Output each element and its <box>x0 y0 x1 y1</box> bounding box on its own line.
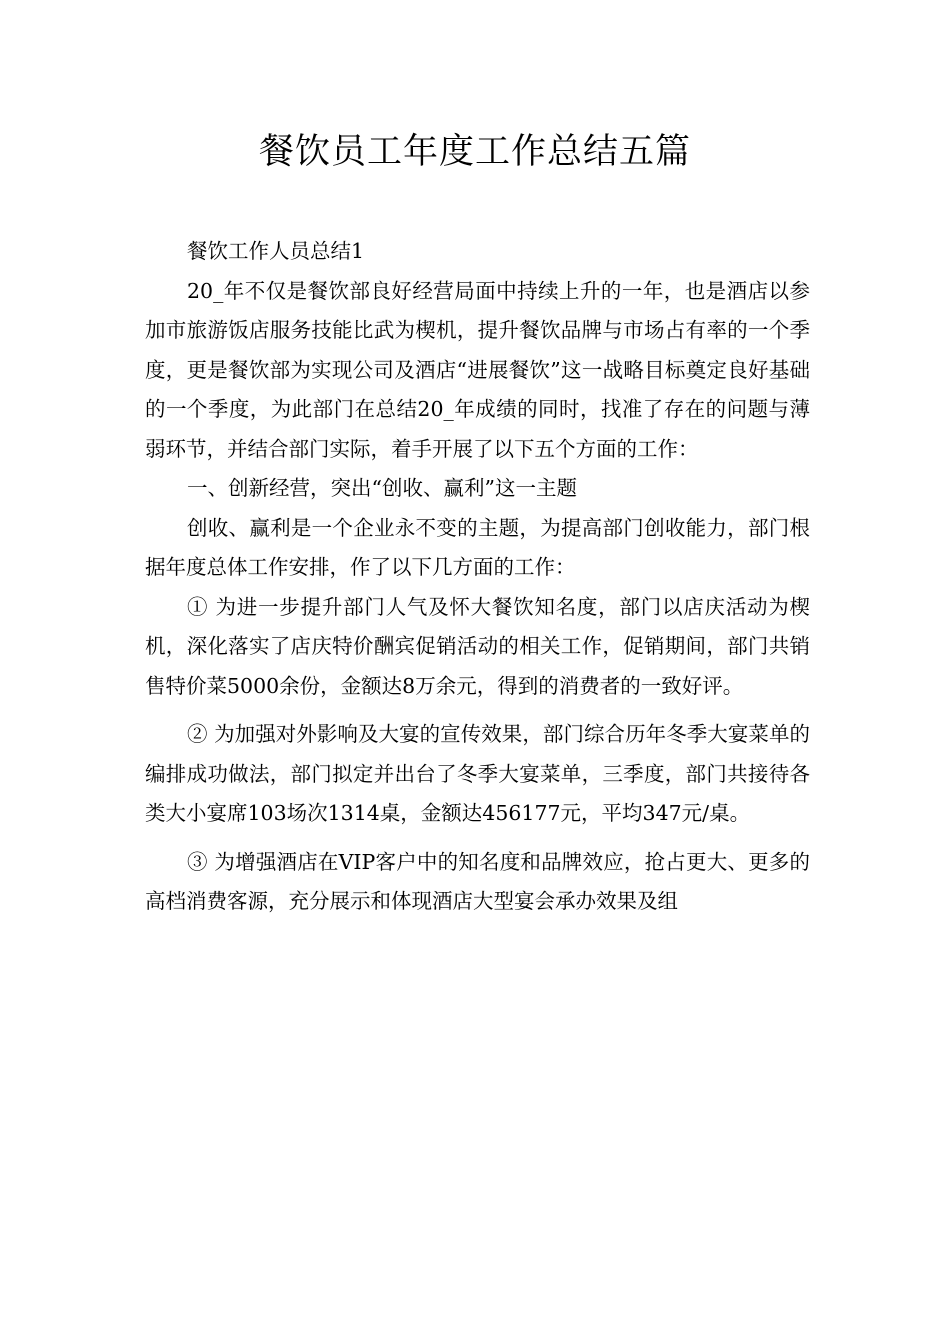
paragraph-item-1: ① 为进一步提升部门人气及怀大餐饮知名度，部门以店庆活动为楔机，深化落实了店庆特价酬宾促销活动的相关工作，促销期间，部门共销售特价菜5000余份，金额达8万余元，得到的消费者的一致好评。 <box>145 594 810 698</box>
document-title: 餐饮员工年度工作总结五篇 <box>258 132 691 172</box>
paragraph-item-3: ③ 为增强酒店在VIP客户中的知名度和品牌效应，抢占更大、更多的高档消费客源，充分展示和体现酒店大型宴会承办效果及组 <box>145 849 810 913</box>
paragraph-revenue: 创收、赢利是一个企业永不变的主题，为提高部门创收能力，部门根据年度总体工作安排，作了以下几方面的工作： <box>145 515 810 579</box>
paragraph-intro: 20_年不仅是餐饮部良好经营局面中持续上升的一年，也是酒店以参加市旅游饭店服务技能比武为楔机，提升餐饮品牌与市场占有率的一个季度，更是餐饮部为实现公司及酒店“进展餐饮”这一战略目标奠定良好基础的一个季度，为此部门在总结20_年成绩的同时，找准了存在的问题与薄弱环节，并结合部门实际，着手开展了以下五个方面的工作： <box>145 278 810 461</box>
section-heading-one: 一、创新经营，突出“创收、赢利”这一主题 <box>187 476 577 500</box>
paragraph-item-2: ② 为加强对外影响及大宴的宣传效果，部门综合历年冬季大宴菜单的编排成功做法，部门拟定并出台了冬季大宴菜单，三季度，部门共接待各类大小宴席103场次1314桌，金额达456177元，平均347元/桌。 <box>145 722 810 825</box>
section-heading: 餐饮工作人员总结1 <box>187 239 365 263</box>
document-body <box>145 232 810 922</box>
